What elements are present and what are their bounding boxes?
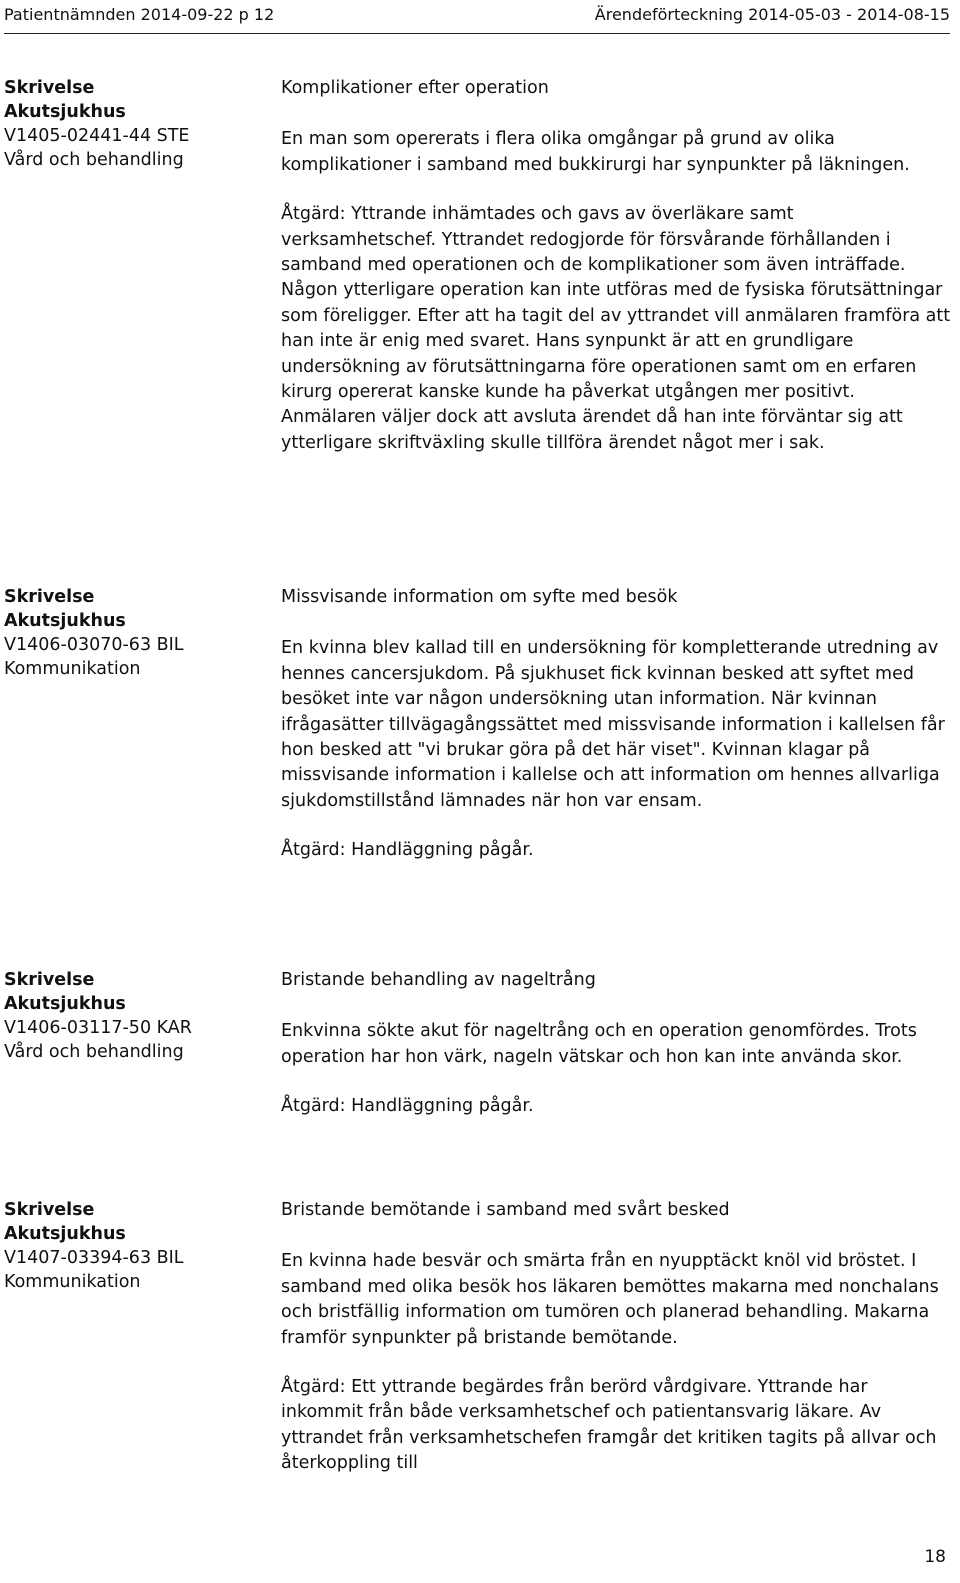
case-body: Enkvinna sökte akut för nageltrång och en operation genomfördes. Trots operation har hon värk, nageln vätskar och hon kan inte använda skor. (281, 1021, 917, 1067)
case-title: Bristande behandling av nageltrång (281, 970, 596, 990)
case-reference: V1405-02441-44 STE (4, 126, 190, 146)
case-action: Åtgärd: Handläggning pågår. (281, 840, 534, 861)
header-right: Ärendeförteckning 2014-05-03 - 2014-08-15 (594, 5, 950, 24)
case-title: Bristande bemötande i samband med svårt besked (281, 1200, 730, 1220)
case-category: Vård och behandling (4, 150, 184, 170)
case-body: En kvinna blev kallad till en undersökning för kompletterande utredning av hennes cancersjukdom. På sjukhuset fick kvinnan besked att syftet med besöket inte var någon undersökning utan information. När kvinnan ifrågasätter tillvägagångssättet med missvisande information i kallelsen får hon besked att "vi brukar göra på det här viset". Kvinnan klagar på missvisande information i kallelse och att information om hennes allvarliga sjukdomstillstånd lämnades när hon var ensam. (281, 638, 945, 811)
case-reference: V1406-03070-63 BIL (4, 635, 184, 655)
case-meta (4, 76, 274, 172)
case-unit: Akutsjukhus (4, 1224, 126, 1244)
case-reference: V1406-03117-50 KAR (4, 1018, 192, 1038)
case-unit: Akutsjukhus (4, 994, 126, 1014)
case-title: Missvisande information om syfte med besök (281, 587, 678, 607)
case-unit: Akutsjukhus (4, 611, 126, 631)
case-title: Komplikationer efter operation (281, 78, 549, 98)
case-action: Åtgärd: Yttrande inhämtades och gavs av överläkare samt verksamhetschef. Yttrandet redogjorde för försvårande förhållanden i samband med operationen och de komplikationer som även inträffade. Någon ytterligare operation kan inte utföras med de fysiska förutsättningar som föreligger. Efter att ha tagit del av yttrandet vill anmälaren framföra att han inte är enig med svaret. Hans synpunkt är att en grundligare undersökning av förutsättningarna före operationen samt om en erfaren kirurg opererat kanske kunde ha påverkat utgången mer positivt. Anmälaren väljer dock att avsluta ärendet då han inte förväntar sig att ytterligare skriftväxling skulle tillföra ärendet något mer i sak. (281, 204, 951, 453)
case-body: En man som opererats i flera olika omgångar på grund av olika komplikationer i samband med bukkirurgi har synpunkter på läkningen. (281, 129, 910, 175)
case-unit: Akutsjukhus (4, 102, 126, 122)
header-left: Patientnämnden 2014-09-22 p 12 (4, 5, 275, 24)
case-content (281, 76, 951, 456)
case-reference: V1407-03394-63 BIL (4, 1248, 184, 1268)
case-type: Skrivelse (4, 1200, 95, 1220)
case-type: Skrivelse (4, 78, 95, 98)
case-action: Åtgärd: Ett yttrande begärdes från berörd vårdgivare. Yttrande har inkommit från både verksamhetschef och patientansvarig läkare. Av yttrandet från verksamhetschefen framgår det kritiken tagits på allvar och återkoppling till (281, 1377, 937, 1474)
case-body: En kvinna hade besvär och smärta från en nyupptäckt knöl vid bröstet. I samband med olika besök hos läkaren bemöttes makarna med nonchalans och bristfällig information om tumören och planerad behandling. Makarna framför synpunkter på bristande bemötande. (281, 1251, 939, 1348)
case-meta (4, 1198, 274, 1294)
case-content (281, 968, 951, 1120)
case-category: Kommunikation (4, 1272, 141, 1292)
page-number: 18 (924, 1547, 946, 1567)
case-type: Skrivelse (4, 587, 95, 607)
case-category: Kommunikation (4, 659, 141, 679)
case-meta (4, 968, 274, 1064)
case-category: Vård och behandling (4, 1042, 184, 1062)
page-header (4, 0, 950, 34)
case-content (281, 585, 951, 864)
case-action: Åtgärd: Handläggning pågår. (281, 1096, 534, 1117)
case-type: Skrivelse (4, 970, 95, 990)
case-content (281, 1198, 951, 1477)
case-meta (4, 585, 274, 681)
